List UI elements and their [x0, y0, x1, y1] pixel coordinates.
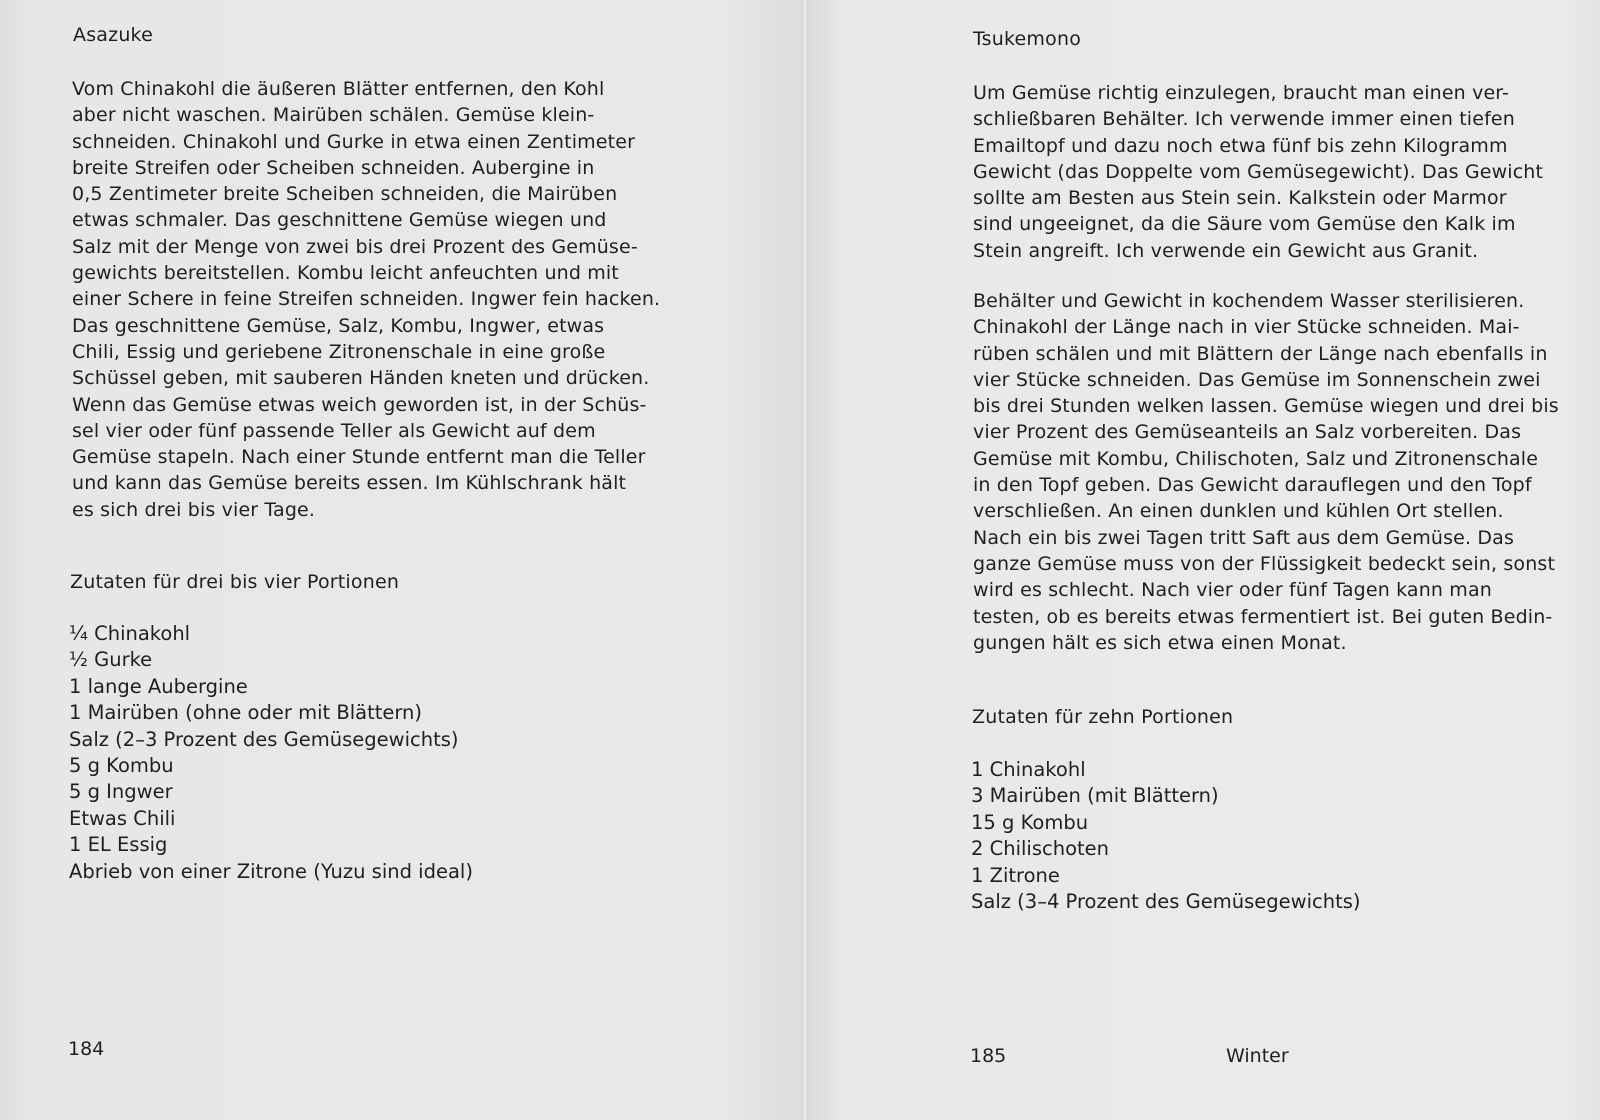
tsukemono-ingredients-heading: Zutaten für zehn Portionen [972, 706, 1234, 728]
text-line: Schüssel geben, mit sauberen Händen kneten und drücken. [72, 367, 650, 390]
ingredient-item: ½ Gurke [69, 648, 153, 672]
tsukemono-ingredient-list [971, 757, 1361, 915]
text-line: breite Streifen oder Scheiben schneiden. Aubergine in [72, 156, 595, 179]
text-line: Gewicht (das Doppelte vom Gemüsegewicht). Das Gewicht [973, 160, 1544, 183]
text-line: testen, ob es bereits etwas fermentiert ist. Bei guten Bedin- [973, 605, 1553, 628]
text-line: Chinakohl der Länge nach in vier Stücke schneiden. Mai- [973, 316, 1520, 339]
ingredient-item: 15 g Kombu [971, 810, 1089, 834]
page-number-left: 184 [68, 1038, 105, 1060]
running-footer-section: Winter [1226, 1045, 1289, 1067]
text-line: Emailtopf und dazu noch etwa fünf bis zehn Kilogramm [973, 134, 1508, 157]
ingredient-item: 3 Mairüben (mit Blättern) [971, 784, 1219, 808]
ingredient-item: 1 Zitrone [971, 863, 1060, 887]
text-line: vier Stücke schneiden. Das Gemüse im Sonnenschein zwei [973, 368, 1541, 391]
recipe-title-tsukemono: Tsukemono [973, 28, 1082, 50]
ingredient-item: ¼ Chinakohl [69, 622, 191, 645]
ingredient-item: 2 Chilischoten [971, 837, 1110, 861]
ingredient-item: 1 Mairüben (ohne oder mit Blättern) [69, 701, 423, 725]
ingredient-item: 1 EL Essig [69, 833, 168, 857]
text-line: Vom Chinakohl die äußeren Blätter entfernen, den Kohl [72, 78, 605, 100]
ingredient-item: Salz (3–4 Prozent des Gemüsegewichts) [971, 890, 1361, 914]
text-line: wird es schlecht. Nach vier oder fünf Tagen kann man [973, 579, 1492, 602]
ingredient-item: Salz (2–3 Prozent des Gemüsegewichts) [69, 727, 459, 751]
ingredient-item: Etwas Chili [69, 806, 176, 830]
text-line: verschließen. An einen dunklen und kühlen Ort stellen. [973, 500, 1504, 523]
asazuke-ingredient-list [69, 621, 473, 885]
right-page [806, 0, 1600, 1120]
text-line: Nach ein bis zwei Tagen tritt Saft aus dem Gemüse. Das [973, 526, 1515, 549]
text-line: es sich drei bis vier Tage. [72, 498, 316, 521]
text-line: gewichts bereitstellen. Kombu leicht anfeuchten und mit [72, 262, 619, 285]
tsukemono-intro [973, 80, 1543, 264]
text-line: Salz mit der Menge von zwei bis drei Prozent des Gemüse- [72, 235, 638, 258]
ingredient-item: 1 Chinakohl [971, 758, 1086, 781]
recipe-title-asazuke: Asazuke [73, 24, 153, 46]
asazuke-instructions [72, 76, 660, 523]
ingredient-item: 1 lange Aubergine [69, 674, 248, 698]
text-line: einer Schere in feine Streifen schneiden. Ingwer fein hacken. [72, 288, 661, 311]
text-line: ganze Gemüse muss von der Flüssigkeit bedeckt sein, sonst [973, 552, 1556, 575]
ingredient-item: 5 g Ingwer [69, 780, 173, 804]
text-line: sel vier oder fünf passende Teller als Gewicht auf dem [72, 419, 596, 442]
text-line: Gemüse stapeln. Nach einer Stunde entfernt man die Teller [72, 446, 646, 469]
text-line: rüben schälen und mit Blättern der Länge nach ebenfalls in [973, 342, 1548, 365]
text-line: gungen hält es sich etwa einen Monat. [973, 631, 1347, 654]
text-line: etwas schmaler. Das geschnittene Gemüse wiegen und [72, 209, 607, 232]
ingredient-item: Abrieb von einer Zitrone (Yuzu sind ideal) [69, 859, 473, 883]
text-line: Um Gemüse richtig einzulegen, braucht man einen ver- [973, 82, 1510, 104]
text-line: sind ungeeignet, da die Säure vom Gemüse den Kalk im [973, 213, 1516, 236]
ingredient-item: 5 g Kombu [69, 754, 174, 778]
text-line: Gemüse mit Kombu, Chilischoten, Salz und Zitronenschale [973, 447, 1539, 470]
asazuke-ingredients-heading: Zutaten für drei bis vier Portionen [70, 571, 400, 593]
text-line: sollte am Besten aus Stein sein. Kalkstein oder Marmor [973, 187, 1507, 210]
text-line: Wenn das Gemüse etwas weich geworden ist, in der Schüs- [72, 393, 647, 416]
text-line: vier Prozent des Gemüseanteils an Salz vorbereiten. Das [973, 421, 1522, 444]
text-line: bis drei Stunden welken lassen. Gemüse wiegen und drei bis [973, 395, 1559, 418]
text-line: und kann das Gemüse bereits essen. Im Kühlschrank hält [72, 472, 627, 495]
page-number-right: 185 [970, 1045, 1007, 1067]
text-line: in den Topf geben. Das Gewicht darauflegen und den Topf [973, 474, 1532, 497]
text-line: schneiden. Chinakohl und Gurke in etwa einen Zentimeter [72, 130, 636, 153]
text-line: Behälter und Gewicht in kochendem Wasser sterilisieren. [973, 290, 1525, 312]
text-line: Das geschnittene Gemüse, Salz, Kombu, Ingwer, etwas [72, 314, 605, 337]
text-line: aber nicht waschen. Mairüben schälen. Gemüse klein- [72, 104, 595, 127]
tsukemono-instructions [973, 288, 1559, 656]
text-line: Chili, Essig und geriebene Zitronenschale in eine große [72, 340, 606, 363]
text-line: 0,5 Zentimeter breite Scheiben schneiden, die Mairüben [72, 183, 618, 206]
text-line: schließbaren Behälter. Ich verwende immer einen tiefen [973, 108, 1515, 131]
text-line: Stein angreift. Ich verwende ein Gewicht aus Granit. [973, 239, 1479, 262]
